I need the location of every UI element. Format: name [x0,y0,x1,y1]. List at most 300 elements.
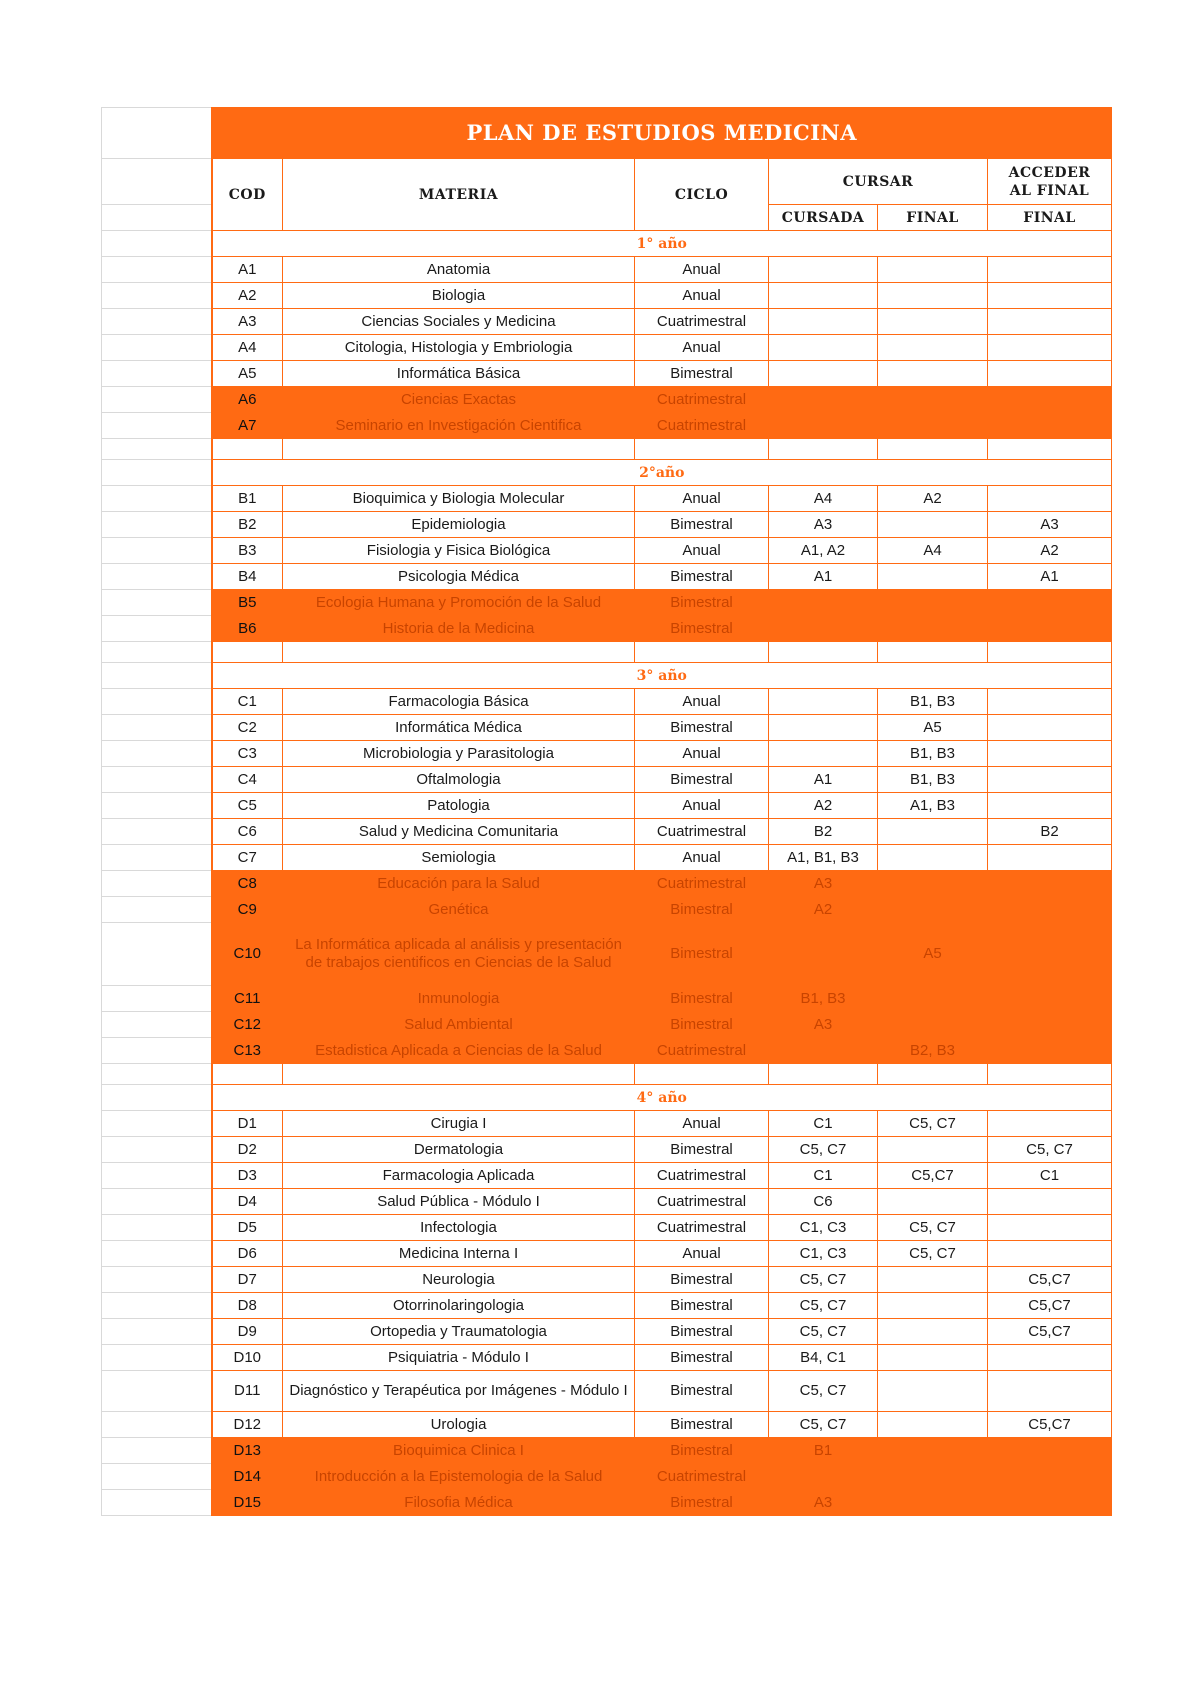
final-cell [878,819,988,845]
cursada-cell [769,309,878,335]
cod-cell: C13 [212,1038,283,1064]
cursada-cell [769,283,878,309]
cod-cell: D15 [212,1490,283,1516]
row-gutter [102,897,212,923]
table-row [102,257,1112,283]
row-gutter [102,1345,212,1371]
acceder-final-cell [988,361,1112,387]
table-row [102,283,1112,309]
acceder-final-cell [988,1345,1112,1371]
final-cell [878,871,988,897]
ciclo-cell: Bimestral [635,361,769,387]
acceder-final-cell [988,335,1112,361]
ciclo-cell: Bimestral [635,1371,769,1412]
cursada-cell: C6 [769,1189,878,1215]
materia-cell: Estadistica Aplicada a Ciencias de la Salud [283,1038,635,1064]
materia-cell: Bioquimica Clinica I [283,1438,635,1464]
materia-cell: Neurologia [283,1267,635,1293]
ciclo-cell: Anual [635,257,769,283]
final-cell [878,257,988,283]
ciclo-cell: Cuatrimestral [635,1464,769,1490]
row-gutter [102,1267,212,1293]
ciclo-cell: Bimestral [635,1438,769,1464]
row-gutter [102,1189,212,1215]
empty-cell [988,1064,1112,1085]
materia-cell: Ciencias Exactas [283,387,635,413]
table-row [102,335,1112,361]
row-gutter [102,1215,212,1241]
final-cell [878,1189,988,1215]
ciclo-cell: Bimestral [635,1319,769,1345]
empty-cell [212,439,283,460]
table-row [102,923,1112,986]
row-gutter [102,793,212,819]
cod-cell: A1 [212,257,283,283]
final-cell: C5, C7 [878,1111,988,1137]
ciclo-cell: Cuatrimestral [635,1215,769,1241]
materia-cell: Psiquiatria - Módulo I [283,1345,635,1371]
cursada-cell [769,590,878,616]
ciclo-cell: Bimestral [635,1293,769,1319]
cursada-cell: C5, C7 [769,1267,878,1293]
header-ciclo: CICLO [635,159,769,231]
materia-cell: Historia de la Medicina [283,616,635,642]
cursada-cell: B1, B3 [769,986,878,1012]
acceder-final-cell [988,1438,1112,1464]
ciclo-cell: Bimestral [635,767,769,793]
acceder-final-cell [988,923,1112,986]
ciclo-cell: Cuatrimestral [635,1189,769,1215]
materia-cell: Educación para la Salud [283,871,635,897]
row-gutter [102,1064,212,1085]
table-row [102,1215,1112,1241]
materia-cell: Fisiologia y Fisica Biológica [283,538,635,564]
acceder-final-cell: A2 [988,538,1112,564]
final-cell [878,1012,988,1038]
cod-cell: D3 [212,1163,283,1189]
year-header-row [102,460,1112,486]
row-gutter [102,616,212,642]
final-cell: C5,C7 [878,1163,988,1189]
materia-cell: Anatomia [283,257,635,283]
final-cell: A2 [878,486,988,512]
cursada-cell: A3 [769,1012,878,1038]
final-cell [878,590,988,616]
cursada-cell [769,1038,878,1064]
cursada-cell: C5, C7 [769,1371,878,1412]
ciclo-cell: Bimestral [635,1490,769,1516]
cursada-cell [769,387,878,413]
row-gutter [102,1111,212,1137]
row-gutter [102,715,212,741]
row-gutter [102,387,212,413]
year-label: 4° año [212,1085,1112,1111]
ciclo-cell: Cuatrimestral [635,1163,769,1189]
final-cell: A5 [878,923,988,986]
acceder-final-cell: C5, C7 [988,1137,1112,1163]
final-cell [878,1293,988,1319]
cursada-cell [769,715,878,741]
header-cod: COD [212,159,283,231]
row-gutter [102,361,212,387]
row-gutter [102,1085,212,1111]
materia-cell: Farmacologia Aplicada [283,1163,635,1189]
row-gutter [102,689,212,715]
row-gutter [102,642,212,663]
cod-cell: C3 [212,741,283,767]
table-row [102,897,1112,923]
table-row [102,1371,1112,1412]
cod-cell: A6 [212,387,283,413]
header-cursada: CURSADA [769,205,878,231]
cod-cell: C2 [212,715,283,741]
cod-cell: C9 [212,897,283,923]
cursada-cell: C5, C7 [769,1412,878,1438]
header-materia: MATERIA [283,159,635,231]
row-gutter [102,257,212,283]
acceder-final-cell [988,1215,1112,1241]
acceder-final-cell: C5,C7 [988,1267,1112,1293]
final-cell [878,1345,988,1371]
cursada-cell [769,257,878,283]
table-row [102,1189,1112,1215]
row-gutter [102,335,212,361]
table-row [102,845,1112,871]
materia-cell: Filosofia Médica [283,1490,635,1516]
cod-cell: C10 [212,923,283,986]
materia-cell: Patologia [283,793,635,819]
materia-cell: Farmacologia Básica [283,689,635,715]
materia-cell: Citologia, Histologia y Embriologia [283,335,635,361]
cursada-cell [769,689,878,715]
acceder-final-cell [988,715,1112,741]
row-gutter [102,512,212,538]
cursada-cell: A4 [769,486,878,512]
row-gutter [102,1241,212,1267]
materia-cell: Semiologia [283,845,635,871]
ciclo-cell: Bimestral [635,897,769,923]
final-cell [878,1319,988,1345]
acceder-final-cell [988,1189,1112,1215]
final-cell [878,1490,988,1516]
cursada-cell: C1, C3 [769,1241,878,1267]
materia-cell: Bioquimica y Biologia Molecular [283,486,635,512]
page-title: PLAN DE ESTUDIOS MEDICINA [212,108,1112,159]
cursada-cell: C1 [769,1111,878,1137]
cursada-cell [769,413,878,439]
ciclo-cell: Bimestral [635,923,769,986]
acceder-final-cell [988,767,1112,793]
table-row [102,512,1112,538]
cod-cell: C1 [212,689,283,715]
ciclo-cell: Anual [635,283,769,309]
acceder-final-cell [988,741,1112,767]
cod-cell: C12 [212,1012,283,1038]
materia-cell: Salud y Medicina Comunitaria [283,819,635,845]
spacer-row [102,1064,1112,1085]
materia-cell: Informática Básica [283,361,635,387]
acceder-final-cell [988,1111,1112,1137]
row-gutter [102,1412,212,1438]
row-gutter [102,663,212,689]
year-header-row [102,663,1112,689]
acceder-final-cell [988,1371,1112,1412]
final-cell: A5 [878,715,988,741]
empty-cell [283,1064,635,1085]
row-gutter [102,1490,212,1516]
cod-cell: D7 [212,1267,283,1293]
cod-cell: D13 [212,1438,283,1464]
table-row [102,616,1112,642]
cod-cell: D9 [212,1319,283,1345]
final-cell [878,1438,988,1464]
table-row [102,793,1112,819]
cursada-cell: C1, C3 [769,1215,878,1241]
table-row [102,689,1112,715]
row-gutter [102,819,212,845]
acceder-final-cell [988,257,1112,283]
spacer-row [102,642,1112,663]
year-label: 2°año [212,460,1112,486]
empty-cell [769,1064,878,1085]
ciclo-cell: Anual [635,1111,769,1137]
acceder-final-cell: C5,C7 [988,1412,1112,1438]
acceder-final-cell [988,1490,1112,1516]
cod-cell: B5 [212,590,283,616]
study-plan-sheet [101,107,1111,1516]
acceder-final-cell: C5,C7 [988,1319,1112,1345]
ciclo-cell: Anual [635,741,769,767]
ciclo-cell: Bimestral [635,590,769,616]
cod-cell: A4 [212,335,283,361]
header-acceder [988,159,1112,205]
cod-cell: D11 [212,1371,283,1412]
row-gutter [102,231,212,257]
table-row [102,1319,1112,1345]
final-cell: A4 [878,538,988,564]
row-gutter [102,767,212,793]
table-row [102,715,1112,741]
acceder-final-cell [988,616,1112,642]
row-gutter [102,741,212,767]
cod-cell: D14 [212,1464,283,1490]
final-cell [878,986,988,1012]
table-row [102,1490,1112,1516]
row-gutter [102,283,212,309]
final-cell [878,387,988,413]
cod-cell: C5 [212,793,283,819]
ciclo-cell: Anual [635,335,769,361]
spacer-row [102,439,1112,460]
year-label: 3° año [212,663,1112,689]
acceder-final-cell [988,1012,1112,1038]
ciclo-cell: Anual [635,793,769,819]
row-gutter [102,1038,212,1064]
cod-cell: C11 [212,986,283,1012]
cursada-cell: A1, B1, B3 [769,845,878,871]
table-row [102,387,1112,413]
materia-cell: Dermatologia [283,1137,635,1163]
empty-cell [878,1064,988,1085]
row-gutter [102,486,212,512]
final-cell [878,512,988,538]
row-gutter [102,986,212,1012]
ciclo-cell: Bimestral [635,1267,769,1293]
ciclo-cell: Anual [635,538,769,564]
cursada-cell: A1 [769,564,878,590]
acceder-final-cell [988,413,1112,439]
empty-cell [769,642,878,663]
ciclo-cell: Bimestral [635,1137,769,1163]
cursada-cell: C5, C7 [769,1137,878,1163]
empty-cell [212,1064,283,1085]
cursada-cell: C1 [769,1163,878,1189]
ciclo-cell: Bimestral [635,512,769,538]
ciclo-cell: Cuatrimestral [635,387,769,413]
acceder-final-cell [988,871,1112,897]
final-cell: A1, B3 [878,793,988,819]
cod-cell: A5 [212,361,283,387]
ciclo-cell: Bimestral [635,1012,769,1038]
materia-cell: Ortopedia y Traumatologia [283,1319,635,1345]
table-row [102,986,1112,1012]
ciclo-cell: Anual [635,689,769,715]
cod-cell: C6 [212,819,283,845]
acceder-final-cell [988,309,1112,335]
acceder-final-cell [988,793,1112,819]
materia-cell: Cirugia I [283,1111,635,1137]
acceder-final-cell [988,486,1112,512]
row-gutter [102,1163,212,1189]
table-row [102,1038,1112,1064]
table-row [102,564,1112,590]
empty-cell [283,439,635,460]
empty-cell [212,642,283,663]
final-cell [878,361,988,387]
cursada-cell [769,923,878,986]
table-row [102,1012,1112,1038]
cod-cell: C4 [212,767,283,793]
final-cell: B1, B3 [878,767,988,793]
materia-cell: Salud Ambiental [283,1012,635,1038]
materia-cell: Ecologia Humana y Promoción de la Salud [283,590,635,616]
materia-cell: Inmunologia [283,986,635,1012]
cursada-cell: A2 [769,897,878,923]
final-cell [878,1464,988,1490]
empty-cell [988,642,1112,663]
row-gutter [102,564,212,590]
final-cell: C5, C7 [878,1241,988,1267]
table-row [102,871,1112,897]
materia-cell: Epidemiologia [283,512,635,538]
acceder-final-cell [988,689,1112,715]
cursada-cell [769,741,878,767]
final-cell: B2, B3 [878,1038,988,1064]
table-row [102,1345,1112,1371]
materia-cell: Oftalmologia [283,767,635,793]
materia-cell: Medicina Interna I [283,1241,635,1267]
row-gutter [102,871,212,897]
table-row [102,1438,1112,1464]
cod-cell: C7 [212,845,283,871]
cursada-cell: C5, C7 [769,1293,878,1319]
header-acceder-line2: AL FINAL [1009,182,1090,199]
ciclo-cell: Bimestral [635,564,769,590]
acceder-final-cell [988,986,1112,1012]
final-cell: B1, B3 [878,741,988,767]
cod-cell: B6 [212,616,283,642]
table-row [102,1412,1112,1438]
table-row [102,361,1112,387]
cod-cell: A7 [212,413,283,439]
cod-cell: A3 [212,309,283,335]
cod-cell: D2 [212,1137,283,1163]
empty-cell [283,642,635,663]
row-gutter [102,1137,212,1163]
row-gutter [102,538,212,564]
ciclo-cell: Anual [635,1241,769,1267]
cursada-cell: B4, C1 [769,1345,878,1371]
empty-cell [635,642,769,663]
cursada-cell: B1 [769,1438,878,1464]
acceder-final-cell [988,1241,1112,1267]
materia-cell: Introducción a la Epistemologia de la Salud [283,1464,635,1490]
acceder-final-cell: B2 [988,819,1112,845]
final-cell: B1, B3 [878,689,988,715]
acceder-final-cell: C5,C7 [988,1293,1112,1319]
cursada-cell: A1, A2 [769,538,878,564]
ciclo-cell: Cuatrimestral [635,819,769,845]
row-gutter [102,590,212,616]
final-cell: C5, C7 [878,1215,988,1241]
final-cell [878,1137,988,1163]
row-gutter [102,1438,212,1464]
final-cell [878,1371,988,1412]
row-gutter [102,1371,212,1412]
ciclo-cell: Cuatrimestral [635,871,769,897]
cursada-cell: A3 [769,512,878,538]
materia-cell: Salud Pública - Módulo I [283,1189,635,1215]
materia-cell: Seminario en Investigación Cientifica [283,413,635,439]
empty-cell [635,1064,769,1085]
acceder-final-cell [988,1464,1112,1490]
cursada-cell: A1 [769,767,878,793]
acceder-final-cell [988,590,1112,616]
table-row [102,590,1112,616]
table-row [102,1111,1112,1137]
table-row [102,486,1112,512]
header-final: FINAL [878,205,988,231]
ciclo-cell: Bimestral [635,715,769,741]
row-gutter [102,1293,212,1319]
row-gutter [102,845,212,871]
header-final-acceder: FINAL [988,205,1112,231]
header-cursar: CURSAR [769,159,988,205]
materia-cell: Psicologia Médica [283,564,635,590]
acceder-final-cell [988,897,1112,923]
table-row [102,413,1112,439]
ciclo-cell: Cuatrimestral [635,309,769,335]
materia-cell: La Informática aplicada al análisis y presentación de trabajos cientificos en Ciencias de la Salud [283,923,635,986]
table-row [102,1137,1112,1163]
cod-cell: C8 [212,871,283,897]
table-row [102,767,1112,793]
table-row [102,1241,1112,1267]
cursada-cell [769,1464,878,1490]
final-cell [878,309,988,335]
cod-cell: D10 [212,1345,283,1371]
final-cell [878,413,988,439]
